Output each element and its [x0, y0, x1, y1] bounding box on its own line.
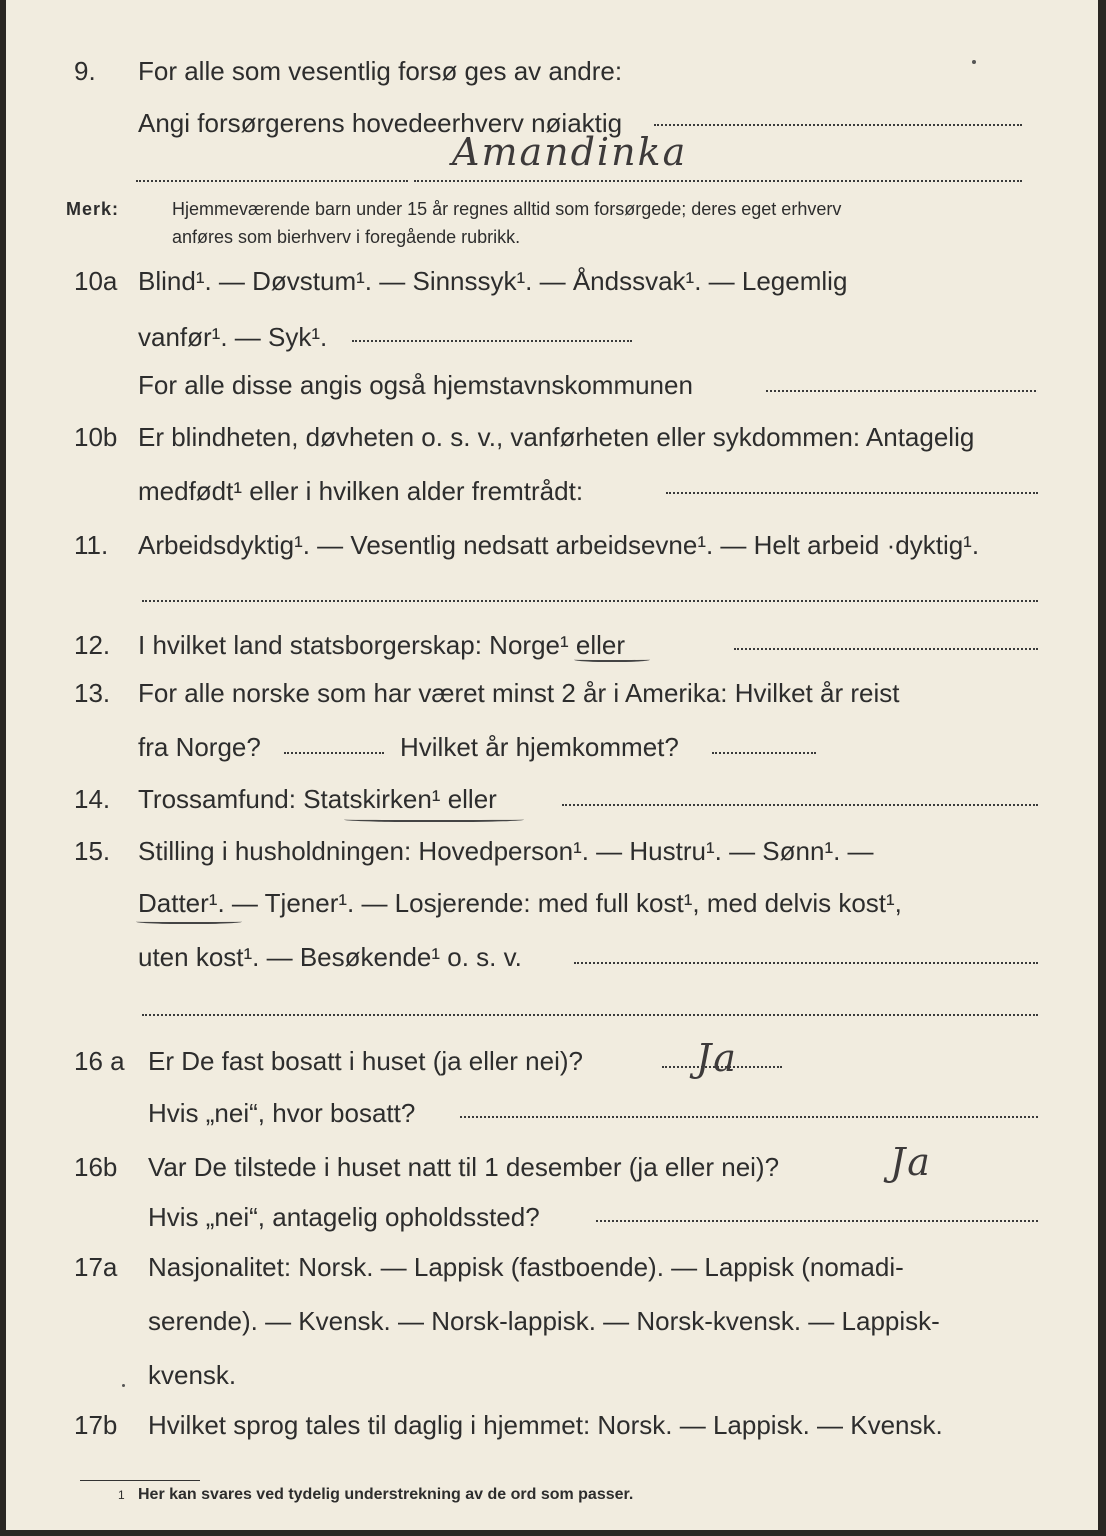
note-text: anføres som bierhverv i foregående rubrikk. — [172, 227, 521, 247]
question-text: For alle disse angis også hjemstavnskommunen — [138, 370, 693, 400]
question-text: For alle som vesentlig forsø ges av andre: — [138, 56, 623, 86]
answer-line — [666, 492, 1038, 494]
question-number: 17b — [74, 1410, 118, 1440]
footnote-rule — [80, 1480, 200, 1481]
answer-line — [136, 180, 408, 182]
answer-line — [460, 1116, 1038, 1118]
question-text: Var De tilstede i huset natt til 1 desember (ja eller nei)? — [148, 1152, 780, 1182]
footnote-mark: 1 — [118, 1488, 125, 1502]
answer-line — [766, 390, 1036, 392]
question-number: 9. — [74, 56, 96, 86]
handwritten-underline — [136, 918, 242, 924]
answer-line — [142, 600, 1038, 602]
answer-line — [596, 1220, 1038, 1222]
question-number: 12. — [74, 630, 111, 660]
footnote-text: Her kan svares ved tydelig understrekning av de ord som passer. — [138, 1486, 634, 1503]
question-text: vanfør¹. — Syk¹. — [138, 322, 328, 352]
question-text: Trossamfund: Statskirken¹ eller — [138, 784, 497, 814]
question-text: medfødt¹ eller i hvilken alder fremtrådt: — [138, 476, 584, 506]
census-form-page — [6, 0, 1098, 1530]
handwritten-answer: Amandinka — [452, 130, 688, 174]
paper-speck — [122, 1384, 125, 1387]
answer-line — [654, 124, 1022, 126]
question-number: 10b — [74, 422, 118, 452]
question-number: 15. — [74, 836, 111, 866]
answer-line — [142, 1014, 1038, 1016]
question-text: Er De fast bosatt i huset (ja eller nei)? — [148, 1046, 583, 1076]
question-text: kvensk. — [148, 1360, 237, 1390]
question-number: 16 a — [74, 1046, 125, 1076]
answer-line — [562, 804, 1038, 806]
question-number: 14. — [74, 784, 111, 814]
question-number: 17a — [74, 1252, 118, 1282]
question-number: 10a — [74, 266, 118, 296]
question-text: serende). — Kvensk. — Norsk-lappisk. — Norsk-kvensk. — Lappisk- — [148, 1306, 940, 1336]
question-text: Hvilket sprog tales til daglig i hjemmet: Norsk. — Lappisk. — Kvensk. — [148, 1410, 943, 1440]
paper-speck — [972, 60, 976, 64]
question-text: Nasjonalitet: Norsk. — Lappisk (fastboende). — Lappisk (nomadi- — [148, 1252, 904, 1282]
question-text: For alle norske som har været minst 2 år i Amerika: Hvilket år reist — [138, 678, 900, 708]
question-text: Blind¹. — Døvstum¹. — Sinnssyk¹. — Åndssvak¹. — Legemlig — [138, 266, 848, 296]
answer-line — [712, 752, 816, 754]
answer-line — [574, 962, 1038, 964]
note-label: Merk: — [66, 199, 120, 219]
answer-line — [352, 340, 632, 342]
question-text: I hvilket land statsborgerskap: Norge¹ eller — [138, 630, 626, 660]
handwritten-underline — [344, 816, 524, 822]
question-text: Hvilket år hjemkommet? — [400, 732, 679, 762]
answer-line — [284, 752, 384, 754]
note-text: Hjemmeværende barn under 15 år regnes alltid som forsørgede; deres eget erhverv — [172, 199, 842, 219]
question-text: Hvis „nei“, hvor bosatt? — [148, 1098, 416, 1128]
question-text: Er blindheten, døvheten o. s. v., vanførheten eller sykdommen: Antagelig — [138, 422, 975, 452]
question-number: 13. — [74, 678, 111, 708]
handwritten-answer: Ja — [890, 1140, 932, 1184]
question-text: Arbeidsdyktig¹. — Vesentlig nedsatt arbeidsevne¹. — Helt arbeid ·dyktig¹. — [138, 530, 980, 560]
question-text: fra Norge? — [138, 732, 261, 762]
question-text: Stilling i husholdningen: Hovedperson¹. — Hustru¹. — Sønn¹. — — [138, 836, 874, 866]
question-number: 16b — [74, 1152, 118, 1182]
question-text: uten kost¹. — Besøkende¹ o. s. v. — [138, 942, 522, 972]
answer-line — [414, 180, 1022, 182]
question-number: 11. — [74, 530, 109, 560]
question-text: Datter¹. — Tjener¹. — Losjerende: med full kost¹, med delvis kost¹, — [138, 888, 902, 918]
question-text: Hvis „nei“, antagelig opholdssted? — [148, 1202, 540, 1232]
answer-line — [734, 648, 1038, 650]
question-text: Angi forsørgerens hovedeerhverv nøiaktig — [138, 108, 623, 138]
handwritten-answer: Ja — [696, 1036, 738, 1080]
handwritten-underline — [574, 656, 650, 662]
